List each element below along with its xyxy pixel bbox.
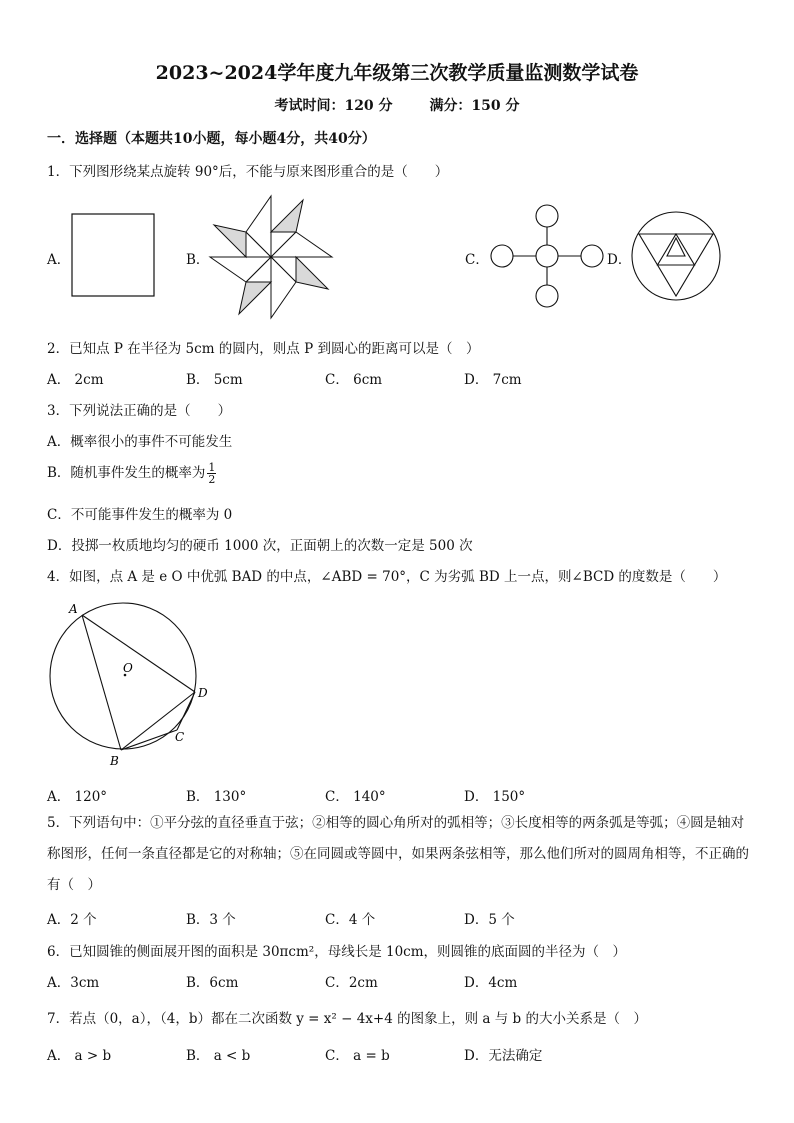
q5-option-a: A．2 个 [47, 912, 97, 928]
q3-option-b-text: B．随机事件发生的概率为 [47, 465, 206, 481]
q7-option-c: C． a = b [325, 1048, 390, 1064]
question-2-stem: 2．已知点 P 在半径为 5cm 的圆内，则点 P 到圆心的距离可以是（ ） [47, 341, 480, 357]
q7-option-a: A． a > b [47, 1048, 112, 1064]
q1-option-b-label: B． [186, 252, 210, 268]
exam-score: 满分：150 分 [429, 98, 520, 114]
q2-option-b: B． 5cm [186, 372, 243, 388]
question-5-stem: 5．下列语句中：①平分弦的直径垂直于弦；②相等的圆心角所对的弧相等；③长度相等的两条弧是等弧；④圆是轴对称图形，任何一条直径都是它的对称轴；⑤在同圆或等圆中，如果两条弦相等，那么他们所对的圆周角相等，不正确的有（ ） [47, 815, 749, 893]
exam-title: 2023~2024学年度九年级第三次教学质量监测数学试卷 [155, 62, 639, 84]
fraction-numerator: 1 [208, 461, 216, 474]
q1-cross-circles-figure [488, 202, 608, 310]
question-3-stem: 3．下列说法正确的是（ ） [47, 403, 232, 419]
q4-option-c: C． 140° [325, 789, 386, 805]
question-1-stem: 1．下列图形绕某点旋转 90°后，不能与原来图形重合的是（ ） [47, 164, 449, 180]
q2-option-d: D． 7cm [464, 372, 522, 388]
q6-option-c: C．2cm [325, 975, 378, 991]
q1-option-c-label: C． [465, 252, 489, 268]
point-a-label: A [69, 602, 78, 616]
q6-option-d: D．4cm [464, 975, 518, 991]
q1-square-figure [70, 212, 156, 298]
q1-pinwheel-figure [208, 194, 334, 320]
point-b-label: B [110, 754, 119, 768]
point-o-label: O [123, 661, 133, 675]
exam-time: 考试时间：120 分 [274, 98, 393, 114]
q7-option-b: B． a < b [186, 1048, 251, 1064]
q7-option-d: D．无法确定 [464, 1048, 543, 1064]
q3-option-a: A．概率很小的事件不可能发生 [47, 434, 233, 450]
q2-option-a: A． 2cm [47, 372, 104, 388]
q1-option-a-label: A． [47, 252, 71, 268]
question-6-stem: 6．已知圆锥的侧面展开图的面积是 30πcm²，母线长是 10cm，则圆锥的底面圆的半径为（ ） [47, 944, 627, 960]
q5-option-b: B．3 个 [186, 912, 236, 928]
q4-option-d: D． 150° [464, 789, 526, 805]
question-4-stem: 4．如图，点 A 是 e O 中优弧 BAD 的中点，∠ABD = 70°，C 为劣弧 BD 上一点，则∠BCD 的度数是（ ） [47, 569, 727, 585]
exam-info [0, 95, 794, 115]
q6-option-a: A．3cm [47, 975, 100, 991]
q1-option-d-label: D． [607, 252, 632, 268]
q4-option-b: B． 130° [186, 789, 247, 805]
q4-option-a: A． 120° [47, 789, 108, 805]
q3-option-c: C．不可能事件发生的概率为 0 [47, 507, 233, 523]
q5-option-c: C．4 个 [325, 912, 376, 928]
q2-option-c: C． 6cm [325, 372, 383, 388]
one-half-fraction [207, 462, 216, 485]
q5-option-d: D．5 个 [464, 912, 515, 928]
q4-circle-figure [45, 598, 215, 770]
q3-option-d: D．投掷一枚质地均匀的硬币 1000 次，正面朝上的次数一定是 500 次 [47, 538, 473, 554]
question-7-stem: 7．若点（0，a），（4，b）都在二次函数 y = x² − 4x+4 的图象上，则 a 与 b 的大小关系是（ ） [47, 1011, 647, 1027]
q6-option-b: B．6cm [186, 975, 239, 991]
point-c-label: C [175, 730, 185, 744]
point-d-label: D [198, 686, 208, 700]
section-heading: 一．选择题（本题共10小题，每小题4分，共40分） [47, 131, 376, 147]
fraction-denominator: 2 [208, 473, 216, 486]
q1-triangle-in-circle-figure [630, 210, 722, 302]
q3-option-b [47, 461, 216, 485]
